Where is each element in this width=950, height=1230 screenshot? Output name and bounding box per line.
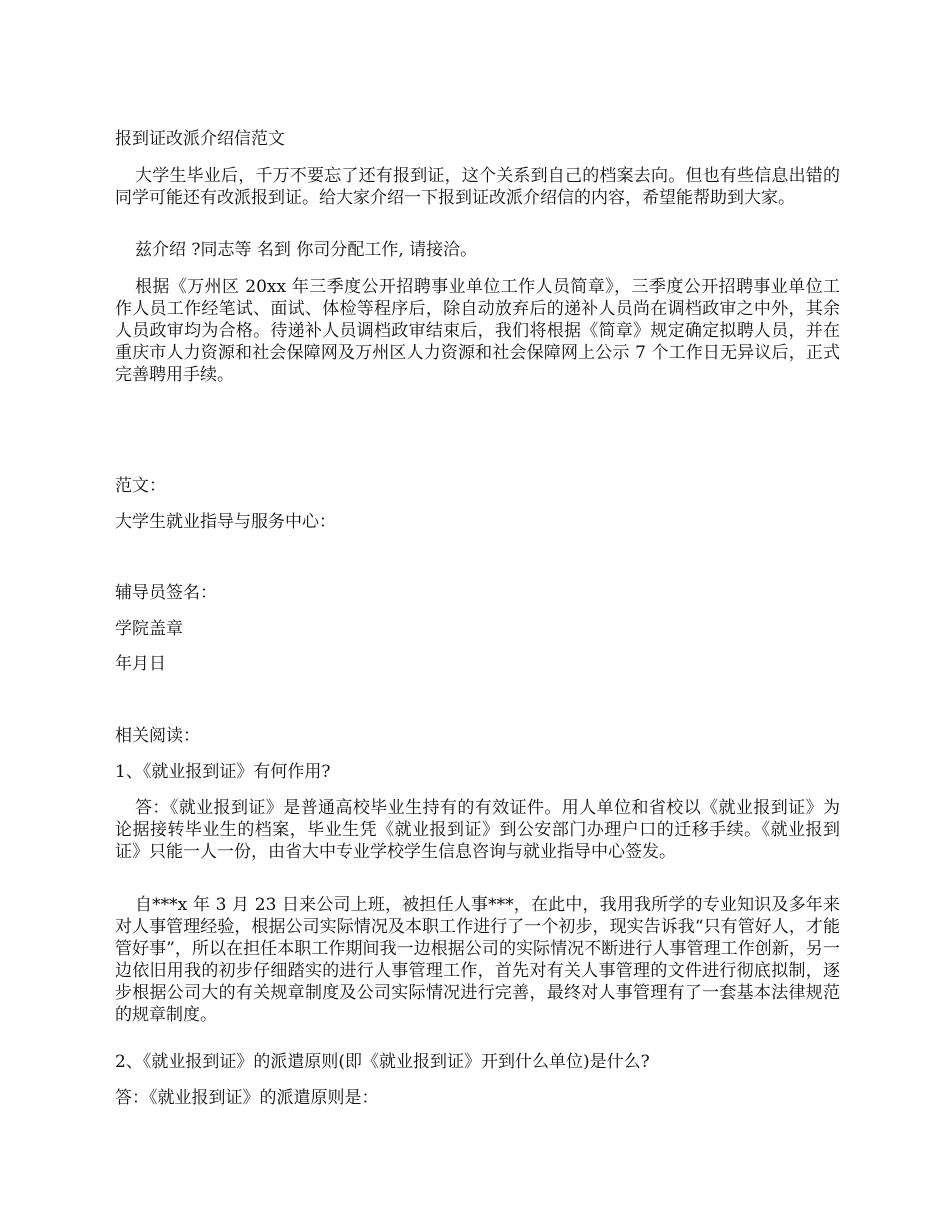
answer-1: 答：《就业报到证》是普通高校毕业生持有的有效证件。用人单位和省校以《就业报到证》为论据接转毕业生的档案，毕业生凭《就业报到证》到公安部门办理户口的迁移手续。《就业报到证》只能一人一份，由省大中专业学校学生信息咨询与就业指导中心签发。 — [115, 798, 840, 862]
date-line: 年月日 — [115, 654, 166, 674]
answer-2: 答：《就业报到证》的派遣原则是： — [115, 1088, 379, 1108]
recipient-line: 大学生就业指导与服务中心： — [115, 512, 336, 532]
college-seal-line: 学院盖章 — [115, 619, 183, 639]
question-1: 1、《就业报到证》有何作用? — [115, 762, 331, 782]
recruitment-paragraph: 根据《万州区 20xx 年三季度公开招聘事业单位工作人员简章》，三季度公开招聘事业单位工作人员工作经笔试、面试、体检等程序后，除自动放弃后的递补人员尚在调档政审之中外，其余人员政审均为合格。待递补人员调档政审结束后，我们将根据《简章》规定确定拟聘人员，并在重庆市人力资源和社会保障网及万州区人力资源和社会保障网上公示 7 个工作日无异议后，正式完善聘用手续。 — [115, 277, 840, 385]
sample-label: 范文： — [115, 476, 166, 496]
counselor-signature-line: 辅导员签名： — [115, 583, 217, 603]
intro-paragraph: 大学生毕业后，千万不要忘了还有报到证，这个关系到自己的档案去向。但也有些信息出错的同学可能还有改派报到证。给大家介绍一下报到证改派介绍信的内容，希望能帮助到大家。 — [115, 166, 840, 208]
related-reading-label: 相关阅读： — [115, 726, 200, 746]
intro-letter-line: 兹介绍 ?同志等 名到 你司分配工作, 请接洽。 — [135, 240, 478, 260]
question-2: 2、《就业报到证》的派遣原则(即《就业报到证》开到什么单位)是什么? — [115, 1052, 650, 1072]
document-title: 报到证改派介绍信范文 — [115, 129, 285, 149]
hr-paragraph: 自***x 年 3 月 23 日来公司上班，被担任人事***，在此中，我用我所学的专业知识及多年来对人事管理经验，根据公司实际情况及本职工作进行了一个初步，现实告诉我“只有管好人，才能管好事”，所以在担任本职工作期间我一边根据公司的实际情况不断进行人事管理工作创新，另一边依旧用我的初步仔细踏实的进行人事管理工作，首先对有关人事管理的文件进行彻底拟制，逐步根据公司大的有关规章制度及公司实际情况进行完善，最终对人事管理有了一套基本法律规范的规章制度。 — [115, 895, 840, 1025]
